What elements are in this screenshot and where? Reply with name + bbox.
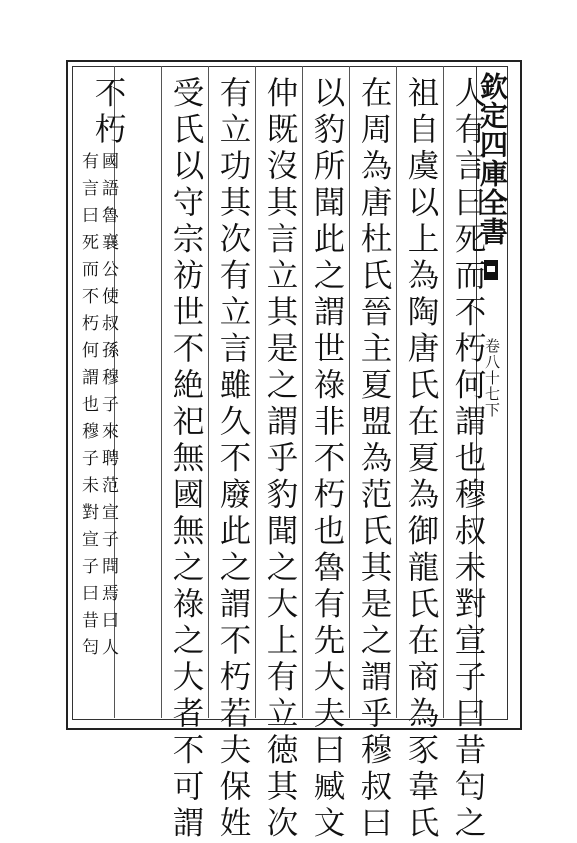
column-rule (349, 66, 350, 718)
text-column-2: 祖自虞以上為陶唐氏在夏為御龍氏在商為豕韋氏 (403, 76, 439, 843)
text-column-1: 人有言曰死而不朽何謂也穆叔未對宣子曰昔匄之 (450, 76, 486, 843)
text-column-4: 以豹所聞此之謂世祿非不朽也魯有先大夫曰臧文 (309, 76, 345, 843)
text-column-8: 不朽 (90, 76, 126, 149)
column-rule (443, 66, 444, 718)
text-column-3: 在周為唐杜氏晉主夏盟為范氏其是之謂乎穆叔曰 (356, 76, 392, 843)
column-rule (161, 66, 162, 718)
column-rule (208, 66, 209, 718)
volume-label: 卷八十七下 (483, 338, 501, 418)
text-column-7: 受氏以守宗祊世不絶祀無國無之祿之大者不可謂 (168, 76, 204, 843)
column-rule (396, 66, 397, 718)
column-rule (255, 66, 256, 718)
commentary-line-2: 有言曰死而不朽何謂也穆子未對宣子曰昔匄 (78, 152, 98, 665)
commentary-line-1: 國語魯襄公使叔孫穆子來聘范宣子問焉曰人 (98, 152, 118, 665)
text-column-6: 有立功其次有立言雖久不廢此之謂不朽若夫保姓 (215, 76, 251, 843)
library-title: 欽定四庫全書 (476, 72, 509, 246)
column-rule (302, 66, 303, 718)
text-column-5: 仲既沒其言立其是之謂乎豹聞之大上有立徳其次 (262, 76, 298, 843)
